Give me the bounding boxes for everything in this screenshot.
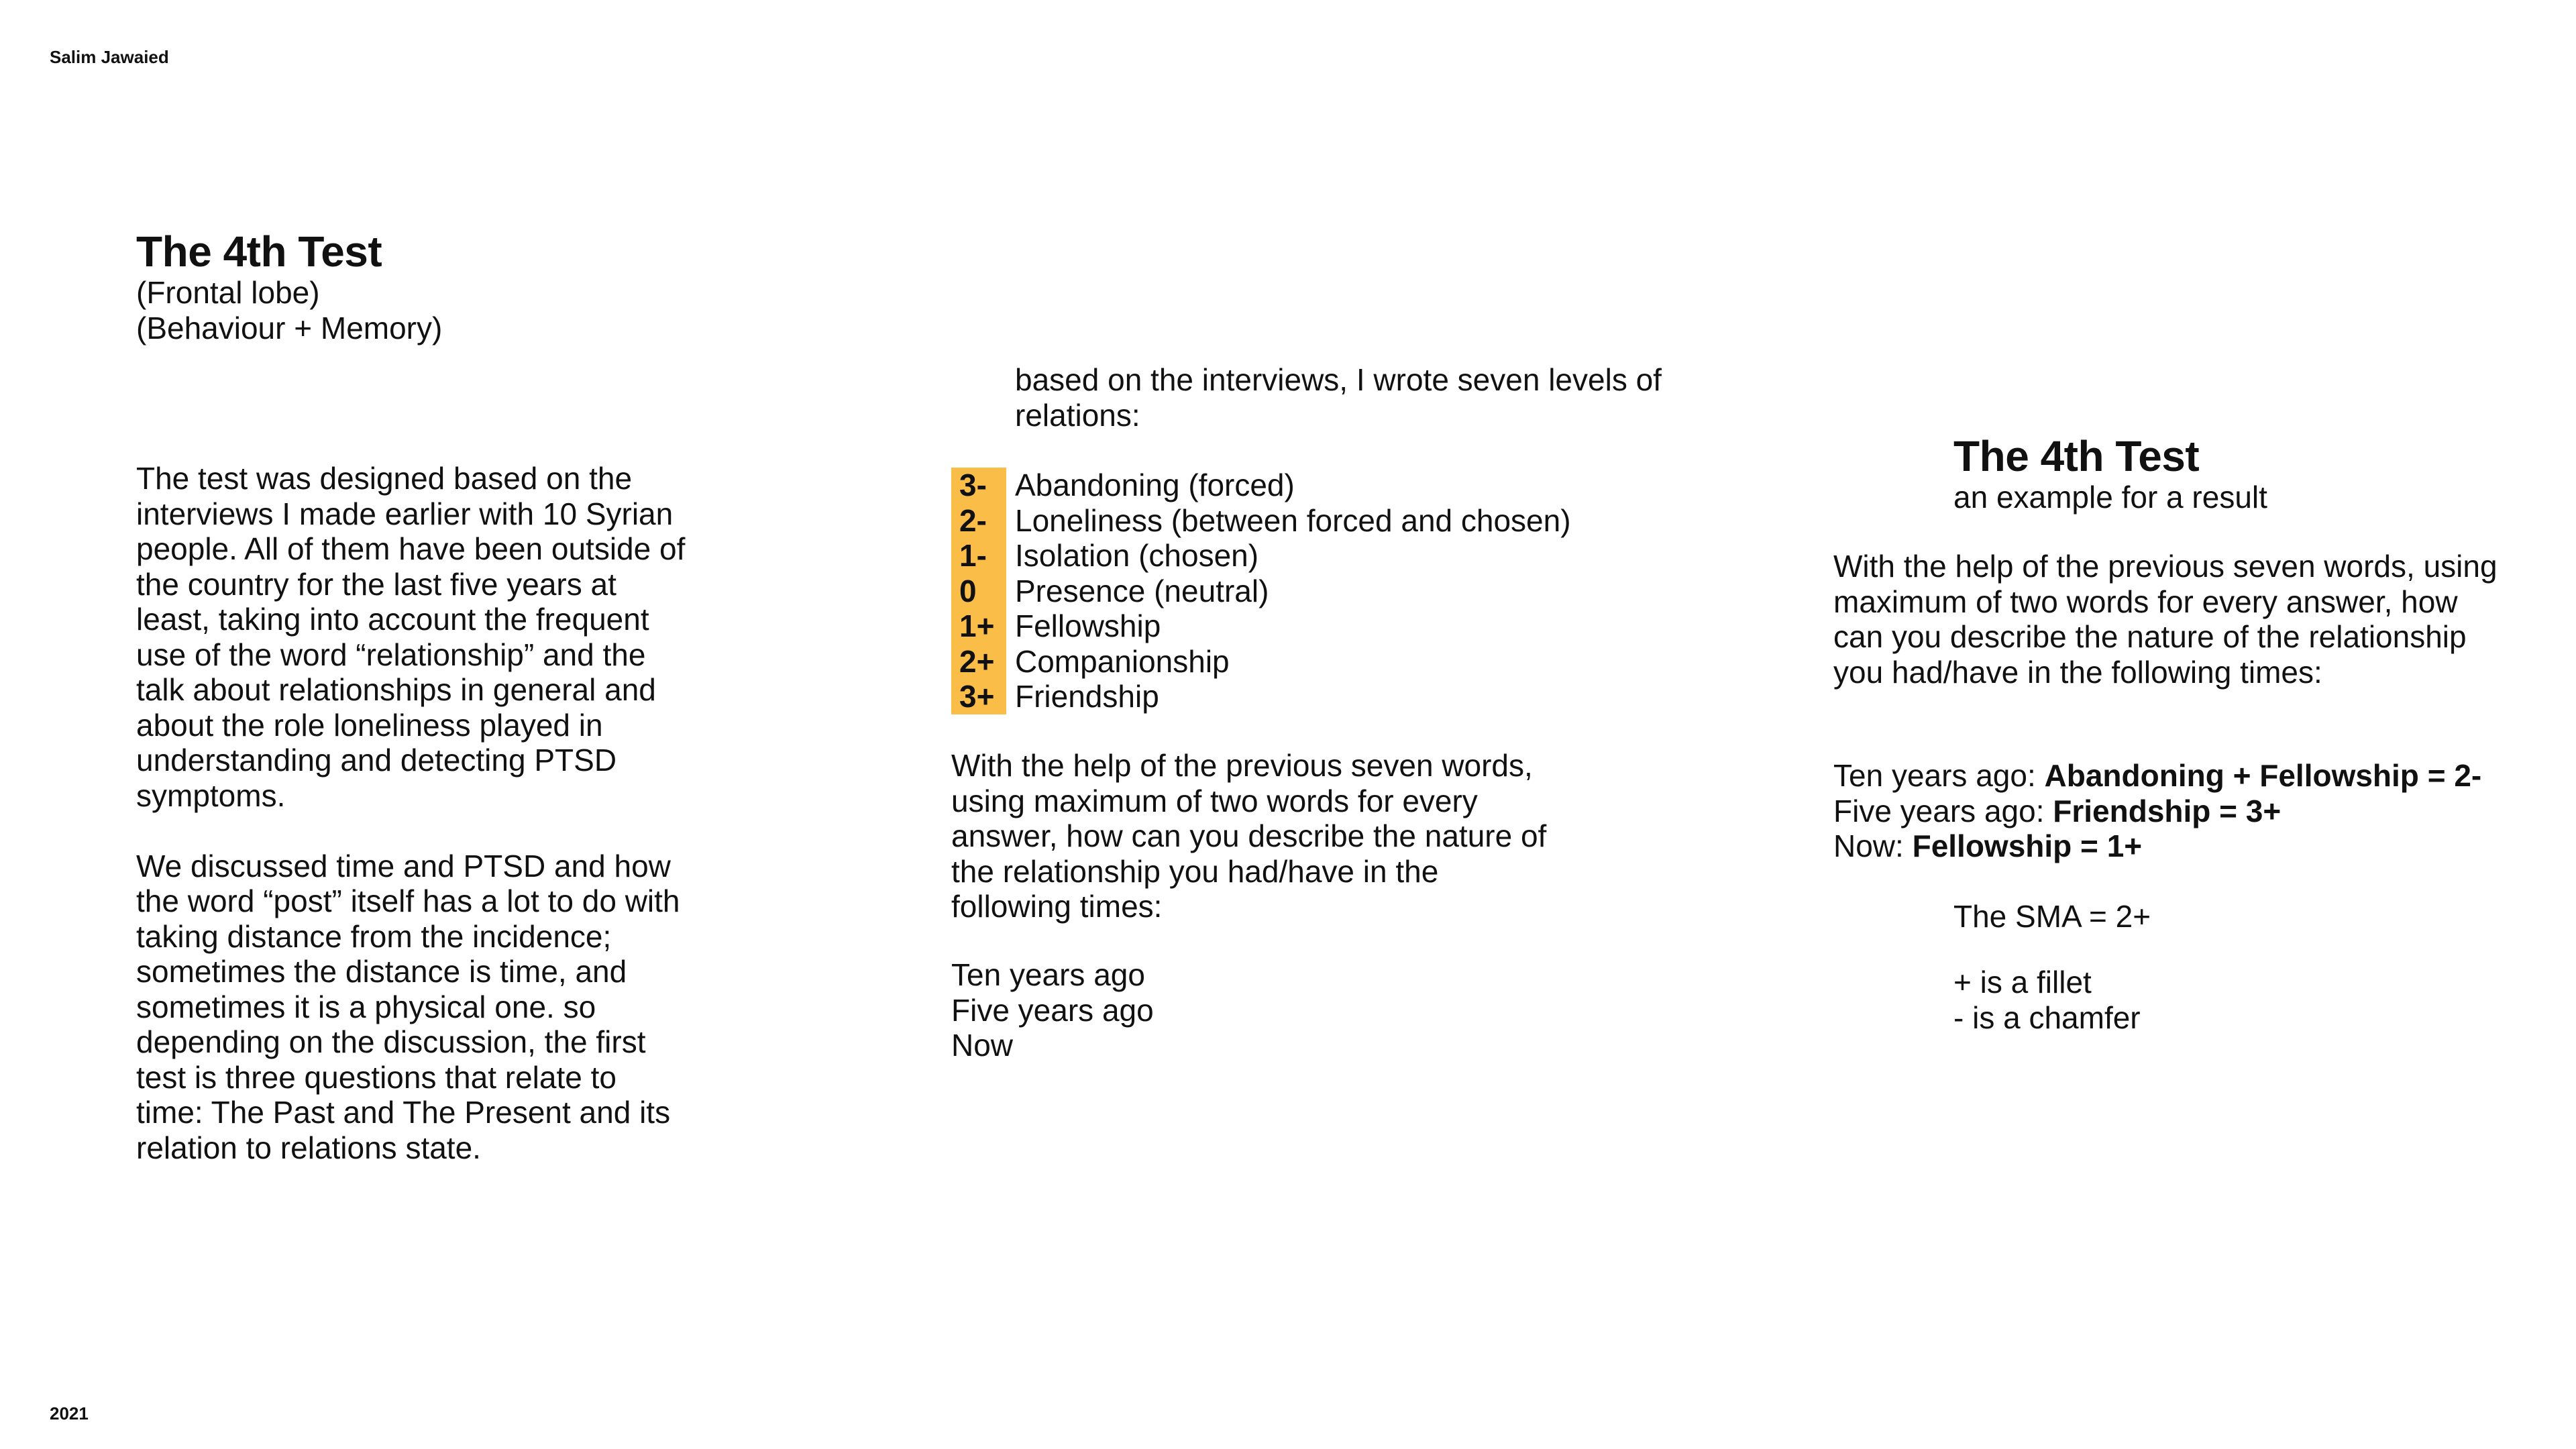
right-answers-list	[1833, 758, 2511, 864]
left-subtitle-1: (Frontal lobe)	[136, 275, 320, 311]
sma-result: The SMA = 2+	[1953, 899, 2151, 934]
relation-levels-list	[951, 468, 1571, 714]
level-row	[951, 538, 1571, 574]
legend-list	[1953, 965, 2356, 1035]
middle-times-list	[951, 957, 1555, 1063]
time-item: Ten years ago	[951, 957, 1145, 992]
level-code: 1+	[951, 608, 1006, 644]
answer-label: Now:	[1833, 828, 1913, 863]
answer-label: Ten years ago:	[1833, 758, 2045, 793]
level-row	[951, 468, 1571, 503]
answer-row	[1833, 758, 2511, 794]
left-paragraph-2: We discussed time and PTSD and how the word “post” itself has a lot to do with taking distance from the incidence; sometimes the distance is time, and sometimes it is a physical one. so depending on the discussion, the first test is three questions that relate to time: The Past and The Present and its relation to relations state.	[136, 848, 680, 1165]
footer-year: 2021	[50, 1403, 89, 1424]
answer-row	[1833, 794, 2511, 829]
level-name: Fellowship	[1015, 608, 1161, 643]
answer-value: Fellowship = 1+	[1912, 828, 2143, 863]
time-item: Five years ago	[951, 992, 1154, 1028]
answer-value: Friendship = 3+	[2053, 793, 2282, 828]
level-code: 2+	[951, 644, 1006, 680]
level-row	[951, 679, 1571, 714]
time-item: Now	[951, 1028, 1014, 1063]
level-code: 3+	[951, 679, 1006, 714]
level-name: Companionship	[1015, 643, 1230, 679]
level-code: 0	[951, 574, 1006, 609]
level-row	[951, 608, 1571, 644]
right-question: With the help of the previous seven words, using maximum of two words for every answer, how can you describe the nature of the relationship you had/have in the following times:	[1833, 549, 2498, 690]
legend-item: + is a fillet	[1953, 965, 2092, 1000]
answer-value: Abandoning + Fellowship = 2-	[2044, 758, 2482, 793]
author-name: Salim Jawaied	[50, 47, 169, 67]
level-code: 2-	[951, 503, 1006, 539]
right-subtitle: an example for a result	[1953, 480, 2267, 515]
middle-intro: based on the interviews, I wrote seven levels of relations:	[1015, 362, 1662, 433]
left-subtitle-2: (Behaviour + Memory)	[136, 310, 443, 345]
left-title: The 4th Test	[136, 227, 382, 276]
level-row	[951, 503, 1571, 539]
middle-question: With the help of the previous seven words, using maximum of two words for every answer, how can you describe the nature of the relationship you had/have in the following times:	[951, 748, 1547, 924]
answer-row	[1833, 828, 2511, 864]
level-name: Loneliness (between forced and chosen)	[1015, 502, 1571, 538]
answer-label: Five years ago:	[1833, 793, 2053, 828]
left-paragraph-1: The test was designed based on the interviews I made earlier with 10 Syrian people. All of them have been outside of the country for the last five years at least, taking into account the frequent use of the word “relationship” and the talk about relationships in general and about the role loneliness played in understanding and detecting PTSD symptoms.	[136, 461, 686, 813]
level-name: Presence (neutral)	[1015, 573, 1269, 608]
level-code: 1-	[951, 538, 1006, 574]
left-body-text	[136, 461, 686, 1165]
left-heading-block	[136, 228, 740, 345]
level-row	[951, 574, 1571, 609]
level-name: Isolation (chosen)	[1015, 538, 1259, 573]
right-title: The 4th Test	[1953, 432, 2200, 480]
right-heading-block	[1953, 433, 2490, 515]
level-code: 3-	[951, 468, 1006, 503]
level-name: Friendship	[1015, 679, 1159, 714]
legend-item: - is a chamfer	[1953, 1000, 2141, 1035]
level-name: Abandoning (forced)	[1015, 468, 1295, 502]
level-row	[951, 644, 1571, 680]
